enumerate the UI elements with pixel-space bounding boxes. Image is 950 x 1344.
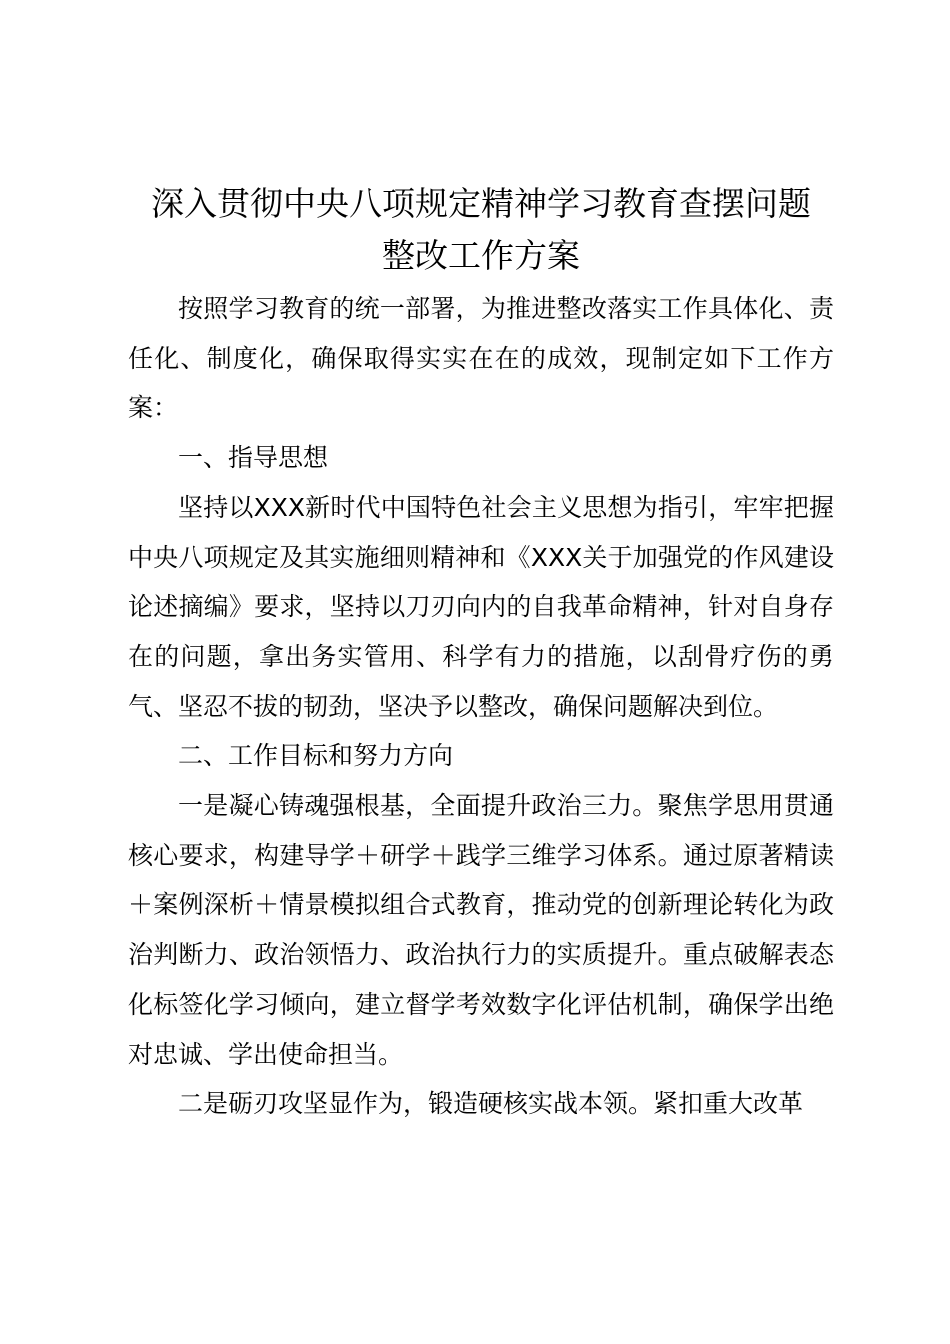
title-line-2: 整改工作方案 [382,236,580,275]
intro-paragraph: 按照学习教育的统一部署，为推进整改落实工作具体化、责任化、制度化，确保取得实实在在的成效，现制定如下工作方案： [128,294,834,423]
document-body [128,284,834,1129]
section-heading-guiding-ideology: 一、指导思想 [178,443,329,473]
document-page [128,178,834,1129]
document-title [128,178,834,282]
title-line-1: 深入贯彻中央八项规定精神学习教育查摆问题 [151,184,811,223]
goal-item-2-paragraph: 二是砺刃攻坚显作为，锻造硬核实战本领。紧扣重大改革 [178,1089,804,1119]
goal-item-1-paragraph: 一是凝心铸魂强根基，全面提升政治三力。聚焦学思用贯通核心要求，构建导学＋研学＋践学三维学习体系。通过原著精读＋案例深析＋情景模拟组合式教育，推动党的创新理论转化为政治判断力、政治领悟力、政治执行力的实质提升。重点破解表态化标签化学习倾向，建立督学考效数字化评估机制，确保学出绝对忠诚、学出使命担当。 [128,791,834,1069]
section-heading-goals: 二、工作目标和努力方向 [178,741,454,771]
guiding-ideology-paragraph: 坚持以XXX新时代中国特色社会主义思想为指引，牢牢把握中央八项规定及其实施细则精神和《XXX关于加强党的作风建设论述摘编》要求，坚持以刀刃向内的自我革命精神，针对自身存在的问题，拿出务实管用、科学有力的措施，以刮骨疗伤的勇气、坚忍不拔的韧劲，坚决予以整改，确保问题解决到位。 [128,492,834,721]
